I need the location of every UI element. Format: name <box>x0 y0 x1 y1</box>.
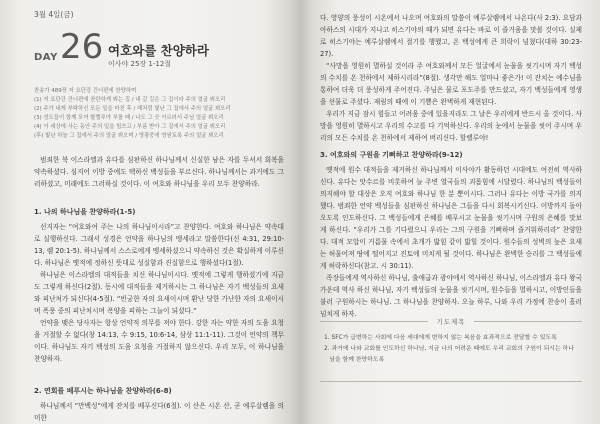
hymn-heading: 찬송가 489장 저 요단강 건너편에 찬양하며 <box>34 88 137 94</box>
body-paragraph: 족장들에게 역사하신 하나님, 출애굽과 광야에서 역사하신 하나님, 이스라엘과 유다 왕국 가운데 역사 하신 하나님, 자기 백성들의 눈물을 씻기시며, 원수들을 멸하시고, 이방인들을 불러 구원하시는 하나님. 그 하나님을 찬양하자. 오늘 하루, 나와 우리 가정에 찬송이 흘러넘치게 하자. <box>320 274 582 318</box>
right-page-body <box>320 12 582 318</box>
section-1-heading: 1. 나의 하나님을 찬양하라(1-5) <box>34 208 136 216</box>
section-2-heading: 2. 연회를 베푸시는 하나님을 찬양하라(6-8) <box>34 387 172 395</box>
page-title: 여호와를 찬양하라 <box>108 43 209 58</box>
body-paragraph: “사망을 영원히 멸하실 것이라 주 여호와께서 모든 얼굴에서 눈물을 씻기시며 자기 백성의 수치를 온 천하에서 제하시리라”(8절). 생각만 해도 얼마나 좋은가! 이 잔치는 예수님을 통하여 더욱 더 풍성하게 주어진다. 주님은 물로 포도주를 만드셨고, 자기 백성들에게 영생을 선물로 주셨다. 재림의 때에 이 기쁨은 완벽하게 재현된다. <box>320 62 582 106</box>
prayer-list <box>320 327 582 366</box>
body-paragraph: 선지자는 “여호와여 주는 나의 하나님이시라”고 찬양한다. 여호와 하나님은 약속대로 실행하신다. 그래서 성경은 언약을 하나님의 맹세라고 말씀한다(신 4:31, 29:10-13, 렘 20:1-5). 하나님께서 스스로에게 맹세하셨으니 약속하신 것은 확실하게 이루신다. 하나님은 옛적에 정하신 뜻대로 성실함과 진실함으로 행하셨다(1절). <box>34 223 284 267</box>
hymn-line: (3) 성도들이 함께 모여 할렐루야 부를 때 / 나도 그 곳 이르러서 주님 얼굴 뵈오리 <box>34 115 224 121</box>
prayer-item: 1. SFC가 급변하는 사회에 다음 세대에게 변하지 않는 복음을 효과적으로 전달할 수 있도록 <box>324 335 557 341</box>
hymn-line: (2) 주가 내게 부탁하신 모든 일을 마친 후 / 해처럼 빛난 그 집에서 주의 얼굴 뵈오리 <box>34 106 231 112</box>
intro-paragraph <box>34 154 284 194</box>
hymn-line: (후) 빛난 하늘 그 집에서 주의 얼굴 뵈오며 / 영광중에 영원토록 주의 얼굴 뵈오리 <box>34 133 224 139</box>
section-2 <box>34 385 284 421</box>
day-label: DAY <box>34 52 58 63</box>
prayer-heading: 기도제목 <box>436 317 466 326</box>
right-page <box>300 0 600 424</box>
section-1 <box>34 206 284 381</box>
scripture-reference: 이사야 25장 1-12절 <box>108 60 172 68</box>
body-paragraph: 옛적에 원수 대적들을 제거하신 하나님께서 이사야가 활동하던 시대에도 여전히 역사하신다. 유다는 앗수르를 비롯하여 늘 주변 열국들의 괴롭힘에 시달렸다. 하나님의 백성들이 의지해야 할 대상은 오직 여호와 하나님 한 분 뿐이시다. 그러나 유다는 이방 국가를 의지했다. 범죄한 언약 백성들을 심판하신 하나님은 그들을 다시 회복시키신다. 이방까지 돌아오도록 인도하신다. 그 백성들에게 은혜를 베푸시고 눈물을 씻기시며 구원의 은혜를 맛보게 하신다. “우리가 그를 기다렸으니 우리는 그의 구원을 기뻐하며 즐거워하리라” 찬양한다. 대적 모압이 거름물 속에서 초개가 밟힘 같이 밟힐 것이다. 원수들의 성벽의 높은 요새는 허물어져 땅에 떨어지고 진토에 미치게 될 것이다. 하나님은 완벽한 승리를 그 백성들에게 허락하신다(참고. 시 30:11). <box>320 166 582 270</box>
intro-text: 범죄한 북 이스라엘과 유다를 심판하신 하나님께서 신실한 남은 자를 두셔서 회복을 약속하셨다. 심지어 이방 중에도 택하신 백성들을 부르신다. 하나님께서는 과거에도 그러하셨고, 미래에도 그러하실 것이다. 이 여호와 하나님을 우리 모두 찬양하라. <box>34 156 284 188</box>
devotional-date: 3월 4일(금) <box>34 10 74 19</box>
body-paragraph: 우리가 지금 잠시 힘들고 어려움 중에 있을지라도 그 날은 우리에게 반드시 올 것이다. 사망을 영원히 멸하시고 우리의 수고를 다 기억하신다. 우리의 눈에서 눈물을 씻어 주시며 우리의 모든 수치를 온 천하에서 제하여 버리신다. 할렐루야! <box>320 110 582 142</box>
hymn-block <box>34 87 282 141</box>
prayer-header <box>320 315 582 327</box>
prayer-rule-left <box>320 321 428 322</box>
prayer-box <box>320 315 582 382</box>
body-paragraph: 하나님께서 “만백성”에게 잔치를 베푸신다(6절). 이 산은 시온 산, 곧 예루살렘을 의미한 <box>34 402 284 422</box>
prayer-item: 2. 과거에 나와 교회를 인도하신 하나님, 지금 나의 어려운 때에도 우리 교회의 구원이 되시는 하나님을 함께 찬양하도록 <box>324 346 574 363</box>
hymn-line: (1) 저 요단강 건너편에 찬란하게 뵈는 집 / 내 갈 길은 그 집이라 주의 얼굴 뵈오리 <box>34 97 226 103</box>
section-3-heading: 3. 여호와의 구원을 기뻐하고 찬양하라(9-12) <box>320 151 463 159</box>
prayer-rule-right <box>474 321 582 322</box>
day-number: 26 <box>60 27 104 67</box>
hymn-line: (4) 이 세상에 사는 동안 주의 일을 힘쓰고 / 부름 받아 그 집에서 주의 얼굴 뵈오리 <box>34 124 226 130</box>
body-paragraph: 언약을 맺은 당사자는 항상 언약적 의무를 져야 한다. 강한 자는 약한 자의 도움 요청을 거절할 수 없다(창 14:13, 수 9:15, 10:6-14, 삼상 11:1-11). 그것이 언약의 책무이다. 하나님도 자기 백성의 도움 요청을 거절하지 않으신다. 우리 모두, 이 하나님을 찬양하자. <box>34 319 284 363</box>
body-paragraph: 다. 영양의 풍성이 시온에서 나오며 여호와의 말씀이 예루살렘에서 나온다(사 2:3). 요담과 아하스의 시대가 지나고 히스기야의 때가 되면 유다는 바로 이 즐거움을 맛볼 것이다. 실제로 히스기야는 예루살렘에서 절기를 행했고, 온 백성에게 큰 희락이 넘쳤다(대하 30:23-27). <box>320 14 582 58</box>
body-paragraph: 하나님은 이스라엘의 대적들을 치신 하나님이시다. 옛적에 그렇게 행하셨기에 지금도 그렇게 하신다(2절). 동시에 대적들을 제거하시는 그 하나님은 자기 백성들의 요새와 피난처가 되신다(4-5절). “빈궁한 자의 요새이시며 환난 당한 가난한 자의 요새이시며 폭풍 중의 피난처시며 폭양을 피하는 그늘이 되셨다.” <box>34 271 284 315</box>
